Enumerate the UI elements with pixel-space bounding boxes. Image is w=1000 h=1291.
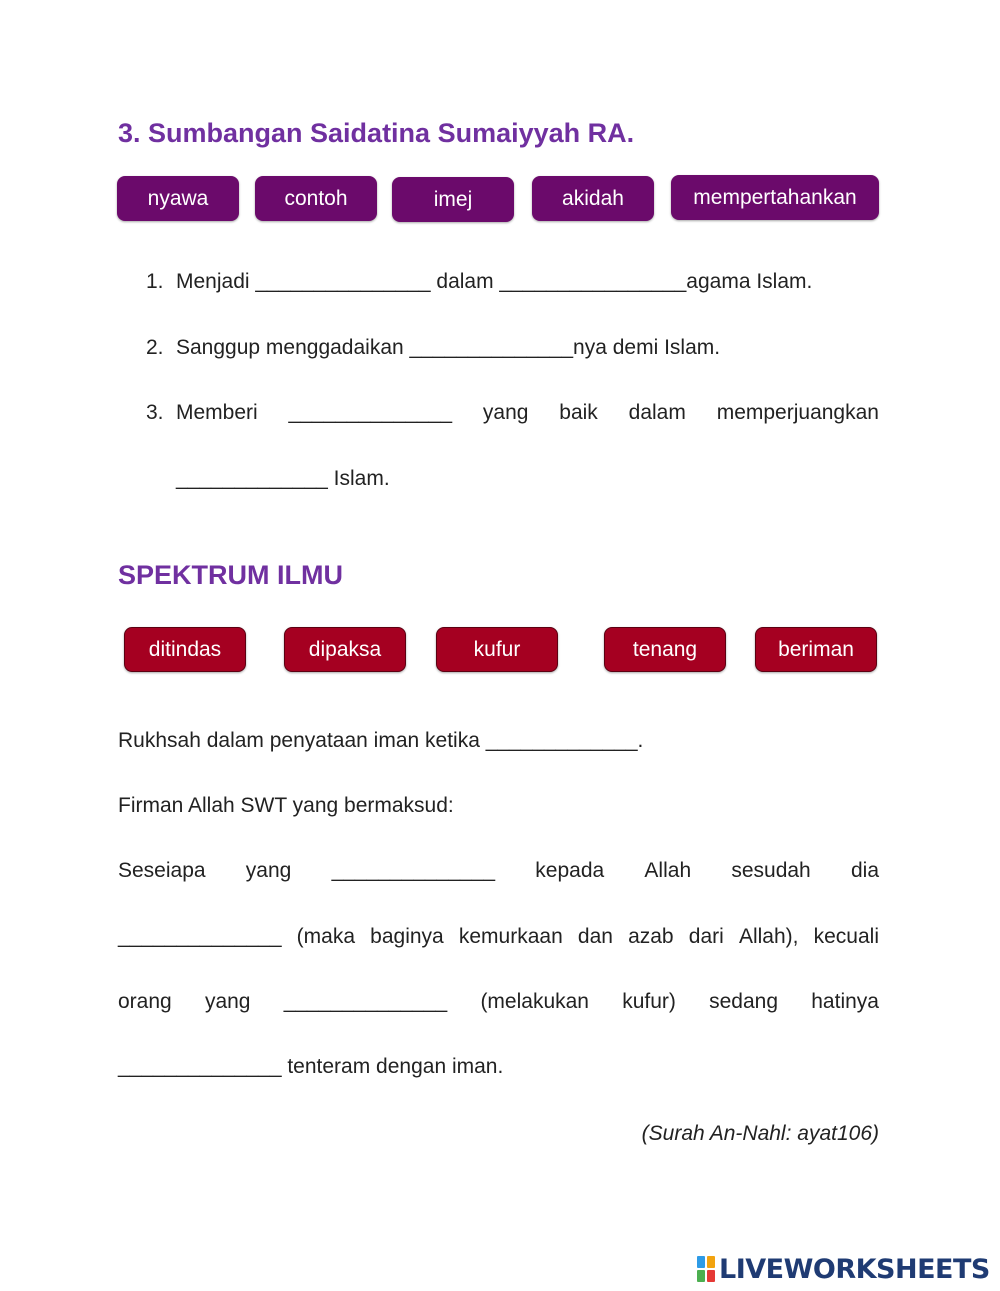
logo-block: [697, 1270, 705, 1282]
verse-word: kufur): [622, 990, 676, 1013]
question-3-num: 3.: [146, 401, 164, 424]
verse-word: Seseiapa: [118, 859, 206, 882]
q3-word: Memberi: [176, 401, 258, 424]
verse-word: dan: [577, 925, 613, 948]
verse-line-4: ______________ tenteram dengan iman.: [118, 1055, 504, 1078]
question-2-number: 2.: [146, 336, 164, 359]
liveworksheets-logo[interactable]: [697, 1253, 990, 1285]
verse-word: (melakukan: [480, 990, 589, 1013]
word-chip-mempertahankan[interactable]: mempertahankan: [671, 175, 879, 220]
verse-line-1: [118, 857, 879, 885]
verse-line-2: [118, 923, 879, 951]
verse-word: sedang: [709, 990, 779, 1013]
q3-word: baik: [559, 401, 598, 424]
word-chip-contoh[interactable]: contoh: [255, 176, 377, 221]
verse-citation: (Surah An-Nahl: ayat106): [641, 1122, 879, 1145]
question-1-number: 1.: [146, 270, 164, 293]
logo-block: [697, 1256, 705, 1268]
word-chip-imej[interactable]: imej: [392, 177, 514, 222]
logo-block: [707, 1256, 715, 1268]
firman-heading: Firman Allah SWT yang bermaksud:: [118, 794, 454, 817]
word-chip-tenang[interactable]: tenang: [604, 627, 726, 672]
verse-word: baginya: [370, 925, 444, 948]
verse-blank[interactable]: ______________: [118, 925, 282, 948]
q3-word: memperjuangkan: [716, 401, 879, 424]
verse-blank[interactable]: ______________: [331, 859, 496, 882]
question-3-line: [176, 399, 879, 427]
q3-word: dalam: [628, 401, 686, 424]
logo-mark-icon: [697, 1256, 715, 1282]
verse-word: yang: [245, 859, 292, 882]
verse-word: kepada: [535, 859, 605, 882]
verse-blank[interactable]: ______________: [283, 990, 448, 1013]
verse-word: Allah),: [738, 925, 799, 948]
word-chip-kufur[interactable]: kufur: [436, 627, 558, 672]
rukhsah-statement: Rukhsah dalam penyataan iman ketika _____________.: [118, 729, 644, 752]
verse-word: dari: [688, 925, 724, 948]
word-chip-dipaksa[interactable]: dipaksa: [284, 627, 406, 672]
question-2-text: Sanggup menggadaikan ______________nya demi Islam.: [176, 336, 721, 359]
verse-word: kecuali: [813, 925, 879, 948]
verse-word: yang: [204, 990, 251, 1013]
word-chip-beriman[interactable]: beriman: [755, 627, 877, 672]
question-2: [146, 334, 720, 362]
section-1-title: 3. Sumbangan Saidatina Sumaiyyah RA.: [118, 118, 635, 148]
logo-text: LIVEWORKSHEETS: [719, 1253, 990, 1285]
question-3-continuation: _____________ Islam.: [176, 467, 390, 490]
verse-word: hatinya: [811, 990, 879, 1013]
q3-blank[interactable]: ______________: [288, 401, 453, 424]
verse-word: (maka: [296, 925, 356, 948]
verse-word: orang: [118, 990, 172, 1013]
verse-word: sesudah: [731, 859, 811, 882]
logo-block: [707, 1270, 715, 1282]
q3-word: yang: [482, 401, 529, 424]
word-chip-ditindas[interactable]: ditindas: [124, 627, 246, 672]
question-3-number: [146, 399, 164, 427]
verse-word: Allah: [644, 859, 692, 882]
section-2-title: SPEKTRUM ILMU: [118, 560, 343, 590]
verse-word: azab: [628, 925, 674, 948]
verse-word: kemurkaan: [458, 925, 563, 948]
question-1: [146, 268, 812, 296]
word-chip-nyawa[interactable]: nyawa: [117, 176, 239, 221]
verse-word: dia: [850, 859, 879, 882]
word-chip-akidah[interactable]: akidah: [532, 176, 654, 221]
question-1-text: Menjadi _______________ dalam ________________agama Islam.: [176, 270, 813, 293]
verse-line-3: [118, 988, 879, 1016]
